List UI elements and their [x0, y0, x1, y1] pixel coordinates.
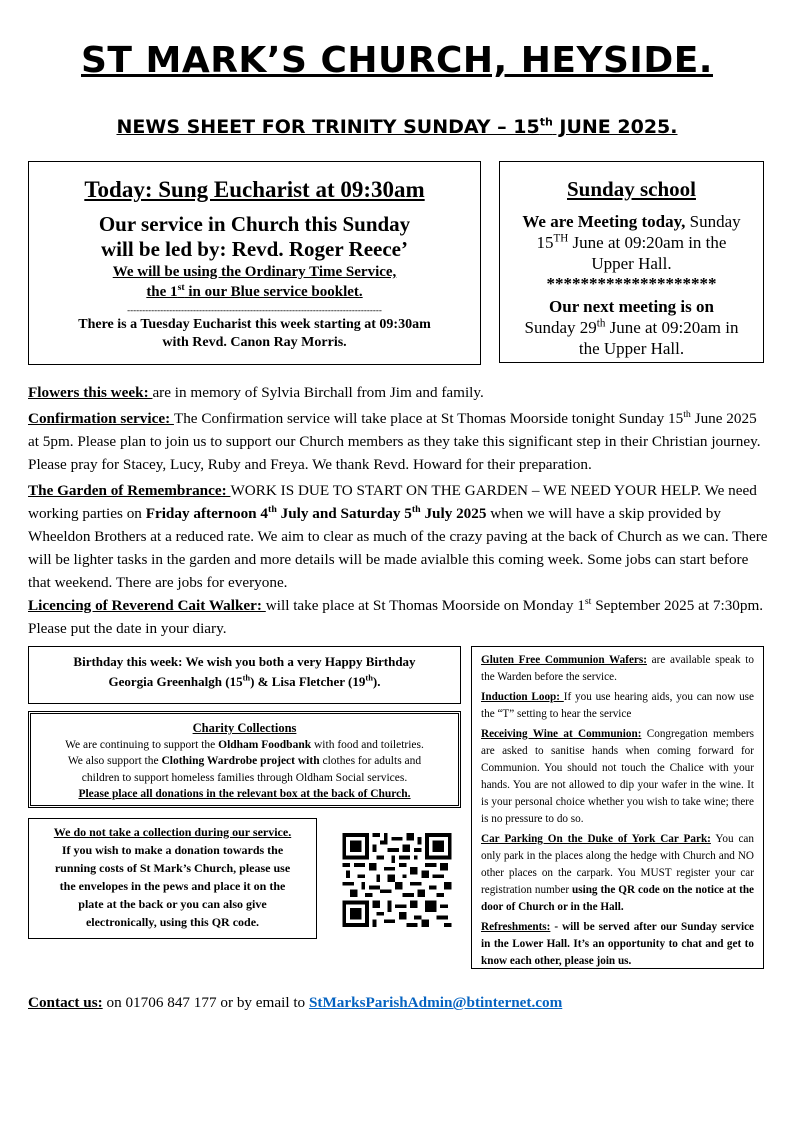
- divider: -------------------------------------------------------------------------------------: [127, 305, 382, 315]
- collection-l4: plate at the back or you can also give: [78, 897, 267, 911]
- service-heading: Today: Sung Eucharist at 09:30am: [84, 177, 425, 202]
- sunday-school-l4: Our next meeting is on: [549, 297, 714, 316]
- wine-label: Receiving Wine at Communion:: [481, 728, 642, 740]
- induction-loop-notice: Induction Loop: If you use hearing aids, you can now use the “T” setting to hear the service: [481, 691, 755, 720]
- qr-code-icon[interactable]: [341, 833, 453, 927]
- service-box: [28, 161, 481, 365]
- collection-l3: the envelopes in the pews and place it on the: [59, 879, 286, 893]
- sunday-school-l5: Sunday 29th June at 09:20am in: [524, 317, 739, 337]
- wine-notice: Receiving Wine at Communion: Congregation members are asked to sanitise hands when coming forward for Communion. You should not touch the Chalice with your hands. You are not allowed to dip your wafer in the wine. It is your personal choice whether you wish to take wine; there is no pressure to do so.: [481, 728, 755, 825]
- collection-heading: We do not take a collection during our service.: [53, 825, 292, 839]
- confirmation-label: Confirmation service:: [28, 410, 174, 427]
- garden-notice: The Garden of Remembrance: WORK IS DUE TO START ON THE GARDEN – WE NEED YOUR HELP. We need working parties on Friday afternoon 4th July and Saturday 5th July 2025 when we will have a skip provided by Wheeldon Brothers at a reduced rate. We aim to clear as much of the crazy paving at the back of Church as we can. There will be lighter tasks in the garden and more details will be made avialble this coming week. Some jobs can start before that weekend. There are jobs for everyone.: [28, 482, 768, 591]
- licencing-label: Licencing of Reverend Cait Walker:: [28, 597, 266, 614]
- licencing-notice: Licencing of Reverend Cait Walker: will take place at St Thomas Moorside on Monday 1st September 2025 at 7:30pm. Please put the date in your diary.: [28, 595, 764, 637]
- charity-l3: children to support homeless families through Oldham Social services.: [81, 771, 408, 784]
- contact-line: Contact us: on 01706 847 177 or by email to StMarksParishAdmin@btinternet.com: [28, 994, 563, 1011]
- gluten-free-label: Gluten Free Communion Wafers:: [481, 654, 647, 666]
- tuesday-line2: with Revd. Canon Ray Morris.: [162, 335, 347, 350]
- contact-label: Contact us:: [28, 994, 103, 1011]
- collection-box: [28, 818, 317, 939]
- confirmation-notice: Confirmation service: The Confirmation service will take place at St Thomas Moorside tonight Sunday 15th June 2025 at 5pm. Please plan to join us to support our Church members as they take this significant step in their Christian journey. Please pray for Stacey, Lucy, Ruby and Freya. We thank Revd. Howard for their preparation.: [28, 408, 761, 473]
- service-line2: will be led by: Revd. Roger Reece’: [101, 237, 408, 261]
- charity-heading: Charity Collections: [192, 721, 297, 735]
- charity-box: [28, 711, 461, 808]
- sunday-school-box: [499, 161, 764, 363]
- refreshments-label: Refreshments:: [481, 921, 551, 933]
- charity-l2: We also support the Clothing Wardrobe project with clothes for adults and: [67, 755, 422, 767]
- birthday-box: [28, 646, 461, 704]
- car-parking-label: Car Parking On the Duke of York Car Park:: [481, 833, 711, 845]
- email-link[interactable]: StMarksParishAdmin@btinternet.com: [308, 994, 563, 1011]
- tuesday-line1: There is a Tuesday Eucharist this week starting at 09:30am: [78, 317, 431, 332]
- induction-loop-label: Induction Loop:: [481, 691, 564, 703]
- gluten-free-notice: Gluten Free Communion Wafers: are available speak to the Warden before the service.: [481, 654, 754, 683]
- sunday-school-stars: ********************: [546, 274, 717, 293]
- birthday-line1: Birthday this week: We wish you both a very Happy Birthday: [73, 654, 416, 669]
- charity-l1: We are continuing to support the Oldham Foodbank with food and toiletries.: [65, 738, 424, 751]
- birthday-line2: Georgia Greenhalgh (15th) & Lisa Fletcher (19th).: [108, 672, 381, 689]
- collection-l1: If you wish to make a donation towards the: [61, 843, 284, 857]
- collection-l5: electronically, using this QR code.: [85, 915, 260, 929]
- refreshments-notice: Refreshments: - will be served after our Sunday service in the Lower Hall. It’s an opportunity to chat and get to know each other, please join us.: [481, 921, 754, 967]
- info-box: [471, 646, 764, 969]
- sunday-school-l2: 15TH June at 09:20am in the: [536, 232, 727, 252]
- page-title: ST MARK’S CHURCH, HEYSIDE.: [81, 40, 713, 81]
- sunday-school-heading: Sunday school: [567, 177, 696, 201]
- charity-l4: Please place all donations in the relevant box at the back of Church.: [78, 788, 411, 800]
- sunday-school-l1: We are Meeting today, Sunday: [522, 212, 741, 231]
- flowers-notice: Flowers this week: are in memory of Sylvia Birchall from Jim and family.: [28, 384, 484, 401]
- service-line1: Our service in Church this Sunday: [98, 212, 411, 236]
- service-line3: We will be using the Ordinary Time Service,: [112, 264, 397, 280]
- garden-label: The Garden of Remembrance:: [28, 482, 231, 499]
- flowers-label: Flowers this week:: [28, 384, 153, 401]
- sunday-school-l3: Upper Hall.: [591, 254, 672, 273]
- service-line4: the 1st in our Blue service booklet.: [146, 282, 363, 300]
- collection-l2: running costs of St Mark’s Church, please use: [54, 861, 291, 875]
- page-subtitle: NEWS SHEET FOR TRINITY SUNDAY – 15th JUNE 2025.: [116, 115, 678, 138]
- car-parking-notice: Car Parking On the Duke of York Car Park: You can only park in the places along the hedge with Church and NO other places on the carpark. You MUST register your car registration number using the QR code on the notice at the door of Church or in the Hall.: [481, 833, 755, 913]
- sunday-school-l6: the Upper Hall.: [578, 339, 685, 358]
